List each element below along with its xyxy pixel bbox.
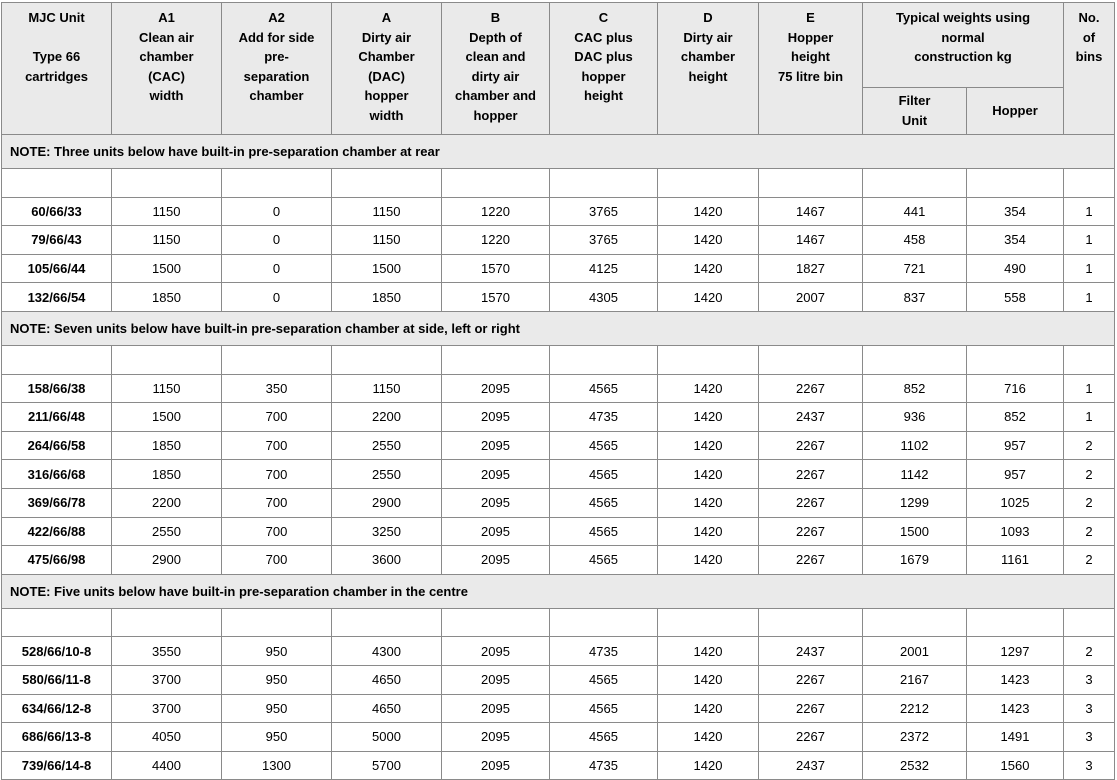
value-cell: 4565 <box>550 374 658 403</box>
empty-cell <box>863 608 967 637</box>
unit-cell: 739/66/14-8 <box>2 751 112 780</box>
empty-cell <box>2 169 112 198</box>
value-cell: 2437 <box>759 637 863 666</box>
empty-cell <box>442 345 550 374</box>
unit-cell: 475/66/98 <box>2 546 112 575</box>
value-cell: 2267 <box>759 723 863 752</box>
value-cell: 1420 <box>658 723 759 752</box>
unit-cell: 580/66/11-8 <box>2 665 112 694</box>
value-cell: 4565 <box>550 488 658 517</box>
value-cell: 2095 <box>442 403 550 432</box>
unit-cell: 264/66/58 <box>2 431 112 460</box>
value-cell: 957 <box>967 460 1064 489</box>
value-cell: 2095 <box>442 723 550 752</box>
value-cell: 4050 <box>112 723 222 752</box>
value-cell: 354 <box>967 226 1064 255</box>
value-cell: 2095 <box>442 460 550 489</box>
empty-cell <box>1064 169 1115 198</box>
value-cell: 1142 <box>863 460 967 489</box>
value-cell: 1420 <box>658 517 759 546</box>
value-cell: 837 <box>863 283 967 312</box>
value-cell: 1850 <box>112 283 222 312</box>
value-cell: 700 <box>222 488 332 517</box>
empty-cell <box>222 169 332 198</box>
unit-cell: 60/66/33 <box>2 197 112 226</box>
value-cell: 957 <box>967 431 1064 460</box>
table-row <box>2 197 1115 226</box>
header-e: E Hopper height 75 litre bin <box>759 3 863 135</box>
empty-cell <box>759 608 863 637</box>
empty-cell <box>112 608 222 637</box>
value-cell: 2 <box>1064 637 1115 666</box>
section-note-row <box>2 135 1115 169</box>
value-cell: 2200 <box>112 488 222 517</box>
value-cell: 1850 <box>112 431 222 460</box>
value-cell: 1500 <box>112 403 222 432</box>
value-cell: 354 <box>967 197 1064 226</box>
value-cell: 1 <box>1064 254 1115 283</box>
value-cell: 458 <box>863 226 967 255</box>
value-cell: 4300 <box>332 637 442 666</box>
header-b: B Depth of clean and dirty air chamber and hopper <box>442 3 550 135</box>
value-cell: 4565 <box>550 723 658 752</box>
table-row <box>2 665 1115 694</box>
header-filter-unit: Filter Unit <box>863 88 967 135</box>
table-row <box>2 283 1115 312</box>
value-cell: 3700 <box>112 665 222 694</box>
value-cell: 3250 <box>332 517 442 546</box>
value-cell: 2437 <box>759 751 863 780</box>
value-cell: 1102 <box>863 431 967 460</box>
value-cell: 4565 <box>550 431 658 460</box>
value-cell: 1161 <box>967 546 1064 575</box>
value-cell: 2095 <box>442 374 550 403</box>
value-cell: 1297 <box>967 637 1064 666</box>
table-row <box>2 403 1115 432</box>
value-cell: 4650 <box>332 665 442 694</box>
value-cell: 2212 <box>863 694 967 723</box>
value-cell: 1420 <box>658 637 759 666</box>
value-cell: 1420 <box>658 694 759 723</box>
empty-cell <box>112 345 222 374</box>
table-row <box>2 517 1115 546</box>
value-cell: 1850 <box>332 283 442 312</box>
value-cell: 1 <box>1064 197 1115 226</box>
value-cell: 700 <box>222 431 332 460</box>
unit-cell: 79/66/43 <box>2 226 112 255</box>
value-cell: 2267 <box>759 694 863 723</box>
value-cell: 700 <box>222 460 332 489</box>
value-cell: 2007 <box>759 283 863 312</box>
empty-cell <box>759 345 863 374</box>
value-cell: 1150 <box>112 226 222 255</box>
value-cell: 1467 <box>759 226 863 255</box>
value-cell: 1570 <box>442 283 550 312</box>
empty-cell <box>332 608 442 637</box>
value-cell: 4565 <box>550 665 658 694</box>
value-cell: 2267 <box>759 374 863 403</box>
value-cell: 1420 <box>658 254 759 283</box>
value-cell: 1491 <box>967 723 1064 752</box>
value-cell: 1150 <box>332 226 442 255</box>
value-cell: 1420 <box>658 197 759 226</box>
value-cell: 0 <box>222 197 332 226</box>
empty-cell <box>442 169 550 198</box>
value-cell: 2001 <box>863 637 967 666</box>
empty-cell <box>967 169 1064 198</box>
value-cell: 1420 <box>658 226 759 255</box>
empty-cell <box>550 169 658 198</box>
value-cell: 1570 <box>442 254 550 283</box>
value-cell: 1150 <box>332 197 442 226</box>
unit-cell: 105/66/44 <box>2 254 112 283</box>
value-cell: 2532 <box>863 751 967 780</box>
empty-cell <box>967 608 1064 637</box>
unit-cell: 528/66/10-8 <box>2 637 112 666</box>
value-cell: 5700 <box>332 751 442 780</box>
unit-cell: 211/66/48 <box>2 403 112 432</box>
value-cell: 2267 <box>759 665 863 694</box>
value-cell: 1150 <box>112 374 222 403</box>
value-cell: 2095 <box>442 751 550 780</box>
value-cell: 936 <box>863 403 967 432</box>
value-cell: 4735 <box>550 637 658 666</box>
value-cell: 1420 <box>658 431 759 460</box>
value-cell: 0 <box>222 283 332 312</box>
empty-cell <box>658 169 759 198</box>
value-cell: 2 <box>1064 546 1115 575</box>
value-cell: 2095 <box>442 431 550 460</box>
table-row <box>2 226 1115 255</box>
value-cell: 4565 <box>550 460 658 489</box>
value-cell: 1420 <box>658 665 759 694</box>
value-cell: 700 <box>222 517 332 546</box>
value-cell: 4125 <box>550 254 658 283</box>
empty-cell <box>332 345 442 374</box>
value-cell: 700 <box>222 403 332 432</box>
value-cell: 2437 <box>759 403 863 432</box>
unit-cell: 686/66/13-8 <box>2 723 112 752</box>
header-hopper: Hopper <box>967 88 1064 135</box>
value-cell: 1423 <box>967 665 1064 694</box>
unit-cell: 369/66/78 <box>2 488 112 517</box>
value-cell: 1850 <box>112 460 222 489</box>
value-cell: 1150 <box>112 197 222 226</box>
dimensions-table <box>1 2 1115 780</box>
header-d: D Dirty air chamber height <box>658 3 759 135</box>
value-cell: 700 <box>222 546 332 575</box>
value-cell: 558 <box>967 283 1064 312</box>
value-cell: 1420 <box>658 283 759 312</box>
value-cell: 1827 <box>759 254 863 283</box>
spacer-row <box>2 345 1115 374</box>
empty-cell <box>658 608 759 637</box>
value-cell: 4565 <box>550 517 658 546</box>
value-cell: 0 <box>222 254 332 283</box>
empty-cell <box>222 608 332 637</box>
value-cell: 1560 <box>967 751 1064 780</box>
value-cell: 852 <box>863 374 967 403</box>
value-cell: 3 <box>1064 751 1115 780</box>
header-c: C CAC plus DAC plus hopper height <box>550 3 658 135</box>
value-cell: 2 <box>1064 517 1115 546</box>
value-cell: 3700 <box>112 694 222 723</box>
value-cell: 2267 <box>759 488 863 517</box>
header-unit: MJC Unit Type 66 cartridges <box>2 3 112 135</box>
header-typical-weights: Typical weights using normal construction kg <box>863 3 1064 88</box>
value-cell: 2550 <box>112 517 222 546</box>
value-cell: 4565 <box>550 694 658 723</box>
table-row <box>2 694 1115 723</box>
value-cell: 2 <box>1064 488 1115 517</box>
empty-cell <box>863 169 967 198</box>
section-note: NOTE: Three units below have built-in pre-separation chamber at rear <box>2 135 1115 169</box>
value-cell: 1420 <box>658 460 759 489</box>
table-body <box>2 135 1115 780</box>
value-cell: 1299 <box>863 488 967 517</box>
empty-cell <box>442 608 550 637</box>
value-cell: 950 <box>222 694 332 723</box>
value-cell: 1025 <box>967 488 1064 517</box>
value-cell: 1220 <box>442 197 550 226</box>
section-note-row <box>2 311 1115 345</box>
empty-cell <box>1064 608 1115 637</box>
value-cell: 4305 <box>550 283 658 312</box>
value-cell: 4735 <box>550 403 658 432</box>
table-header <box>2 3 1115 135</box>
value-cell: 1 <box>1064 374 1115 403</box>
value-cell: 2267 <box>759 460 863 489</box>
table-row <box>2 431 1115 460</box>
value-cell: 1 <box>1064 226 1115 255</box>
empty-cell <box>967 345 1064 374</box>
value-cell: 2372 <box>863 723 967 752</box>
value-cell: 716 <box>967 374 1064 403</box>
section-note: NOTE: Seven units below have built-in pre-separation chamber at side, left or right <box>2 311 1115 345</box>
table-row <box>2 546 1115 575</box>
value-cell: 3600 <box>332 546 442 575</box>
empty-cell <box>2 345 112 374</box>
value-cell: 1220 <box>442 226 550 255</box>
unit-cell: 316/66/68 <box>2 460 112 489</box>
value-cell: 5000 <box>332 723 442 752</box>
value-cell: 0 <box>222 226 332 255</box>
table-row <box>2 254 1115 283</box>
value-cell: 350 <box>222 374 332 403</box>
value-cell: 2167 <box>863 665 967 694</box>
value-cell: 2550 <box>332 431 442 460</box>
header-no-of-bins: No. of bins <box>1064 3 1115 135</box>
value-cell: 2267 <box>759 517 863 546</box>
value-cell: 3765 <box>550 226 658 255</box>
table-row <box>2 374 1115 403</box>
unit-cell: 422/66/88 <box>2 517 112 546</box>
empty-cell <box>759 169 863 198</box>
value-cell: 950 <box>222 637 332 666</box>
table-row <box>2 488 1115 517</box>
value-cell: 1420 <box>658 751 759 780</box>
value-cell: 1500 <box>112 254 222 283</box>
value-cell: 950 <box>222 665 332 694</box>
table-row <box>2 460 1115 489</box>
value-cell: 1679 <box>863 546 967 575</box>
value-cell: 2095 <box>442 546 550 575</box>
value-cell: 4400 <box>112 751 222 780</box>
table-row <box>2 723 1115 752</box>
value-cell: 2095 <box>442 488 550 517</box>
value-cell: 4565 <box>550 546 658 575</box>
unit-cell: 634/66/12-8 <box>2 694 112 723</box>
value-cell: 3550 <box>112 637 222 666</box>
value-cell: 1420 <box>658 374 759 403</box>
empty-cell <box>550 608 658 637</box>
value-cell: 1420 <box>658 488 759 517</box>
value-cell: 2 <box>1064 431 1115 460</box>
header-a1: A1 Clean air chamber (CAC) width <box>112 3 222 135</box>
value-cell: 3765 <box>550 197 658 226</box>
empty-cell <box>550 345 658 374</box>
value-cell: 490 <box>967 254 1064 283</box>
empty-cell <box>222 345 332 374</box>
value-cell: 2550 <box>332 460 442 489</box>
unit-cell: 158/66/38 <box>2 374 112 403</box>
value-cell: 1420 <box>658 403 759 432</box>
value-cell: 2267 <box>759 431 863 460</box>
empty-cell <box>112 169 222 198</box>
value-cell: 852 <box>967 403 1064 432</box>
value-cell: 1150 <box>332 374 442 403</box>
value-cell: 3 <box>1064 665 1115 694</box>
spacer-row <box>2 169 1115 198</box>
empty-cell <box>2 608 112 637</box>
value-cell: 2 <box>1064 460 1115 489</box>
table-row <box>2 637 1115 666</box>
empty-cell <box>332 169 442 198</box>
section-note-row <box>2 574 1115 608</box>
section-note: NOTE: Five units below have built-in pre-separation chamber in the centre <box>2 574 1115 608</box>
value-cell: 2200 <box>332 403 442 432</box>
unit-cell: 132/66/54 <box>2 283 112 312</box>
value-cell: 1500 <box>332 254 442 283</box>
value-cell: 1423 <box>967 694 1064 723</box>
value-cell: 1 <box>1064 283 1115 312</box>
value-cell: 1500 <box>863 517 967 546</box>
value-cell: 441 <box>863 197 967 226</box>
value-cell: 2095 <box>442 694 550 723</box>
header-a: A Dirty air Chamber (DAC) hopper width <box>332 3 442 135</box>
value-cell: 2095 <box>442 665 550 694</box>
empty-cell <box>658 345 759 374</box>
spacer-row <box>2 608 1115 637</box>
table-row <box>2 751 1115 780</box>
value-cell: 2095 <box>442 637 550 666</box>
value-cell: 4735 <box>550 751 658 780</box>
empty-cell <box>863 345 967 374</box>
value-cell: 721 <box>863 254 967 283</box>
value-cell: 1093 <box>967 517 1064 546</box>
value-cell: 4650 <box>332 694 442 723</box>
value-cell: 2900 <box>112 546 222 575</box>
value-cell: 2900 <box>332 488 442 517</box>
value-cell: 1467 <box>759 197 863 226</box>
value-cell: 1420 <box>658 546 759 575</box>
value-cell: 950 <box>222 723 332 752</box>
value-cell: 3 <box>1064 723 1115 752</box>
header-a2: A2 Add for side pre- separation chamber <box>222 3 332 135</box>
value-cell: 3 <box>1064 694 1115 723</box>
empty-cell <box>1064 345 1115 374</box>
value-cell: 2095 <box>442 517 550 546</box>
value-cell: 2267 <box>759 546 863 575</box>
value-cell: 1300 <box>222 751 332 780</box>
value-cell: 1 <box>1064 403 1115 432</box>
